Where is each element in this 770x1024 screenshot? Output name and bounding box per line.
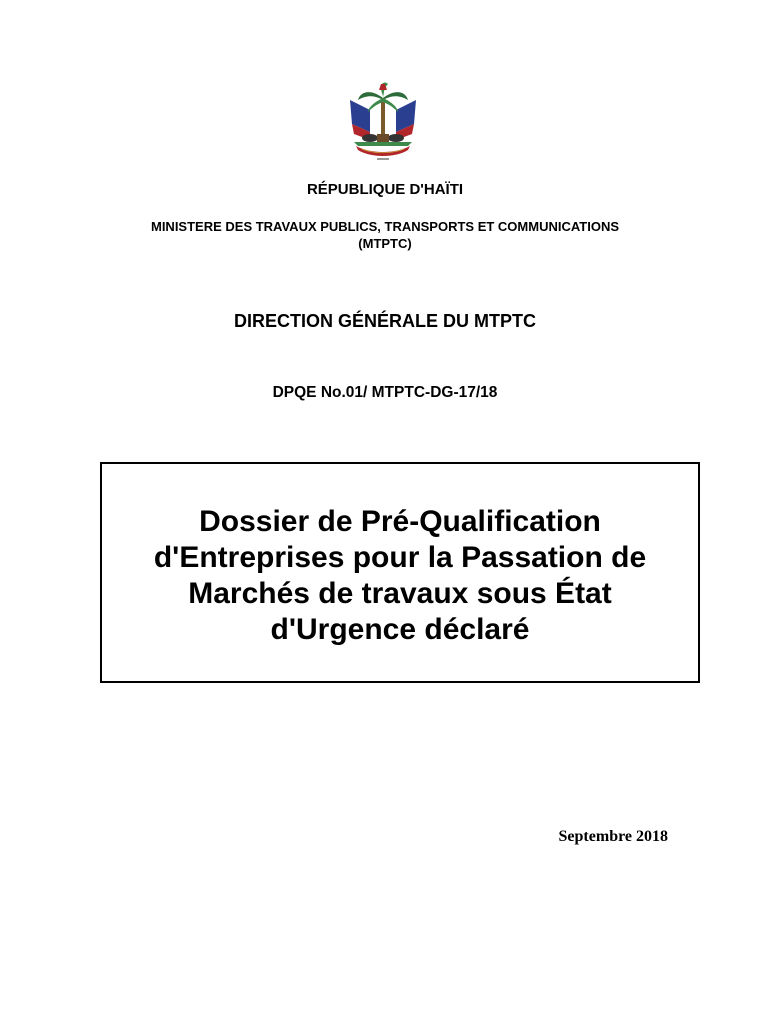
direction-heading: DIRECTION GÉNÉRALE DU MTPTC [233, 311, 536, 331]
title-line: Marchés de travaux sous État [188, 577, 612, 610]
document-title [102, 504, 698, 648]
ministry-name: MINISTERE DES TRAVAUX PUBLICS, TRANSPORTS ET COMMUNICATIONS [150, 219, 619, 234]
document-date: Septembre 2018 [558, 828, 668, 845]
document-reference: DPQE No.01/ MTPTC-DG-17/18 [272, 384, 498, 401]
title-line: d'Entreprises pour la Passation de [153, 541, 647, 574]
ministry-acronym: (MTPTC) [358, 236, 412, 251]
title-line: d'Urgence déclaré [270, 613, 530, 646]
coat-of-arms-icon [340, 80, 426, 162]
title-line: Dossier de Pré-Qualification [199, 505, 601, 538]
republic-heading: RÉPUBLIQUE D'HAÏTI [306, 181, 464, 198]
title-box [100, 462, 700, 683]
